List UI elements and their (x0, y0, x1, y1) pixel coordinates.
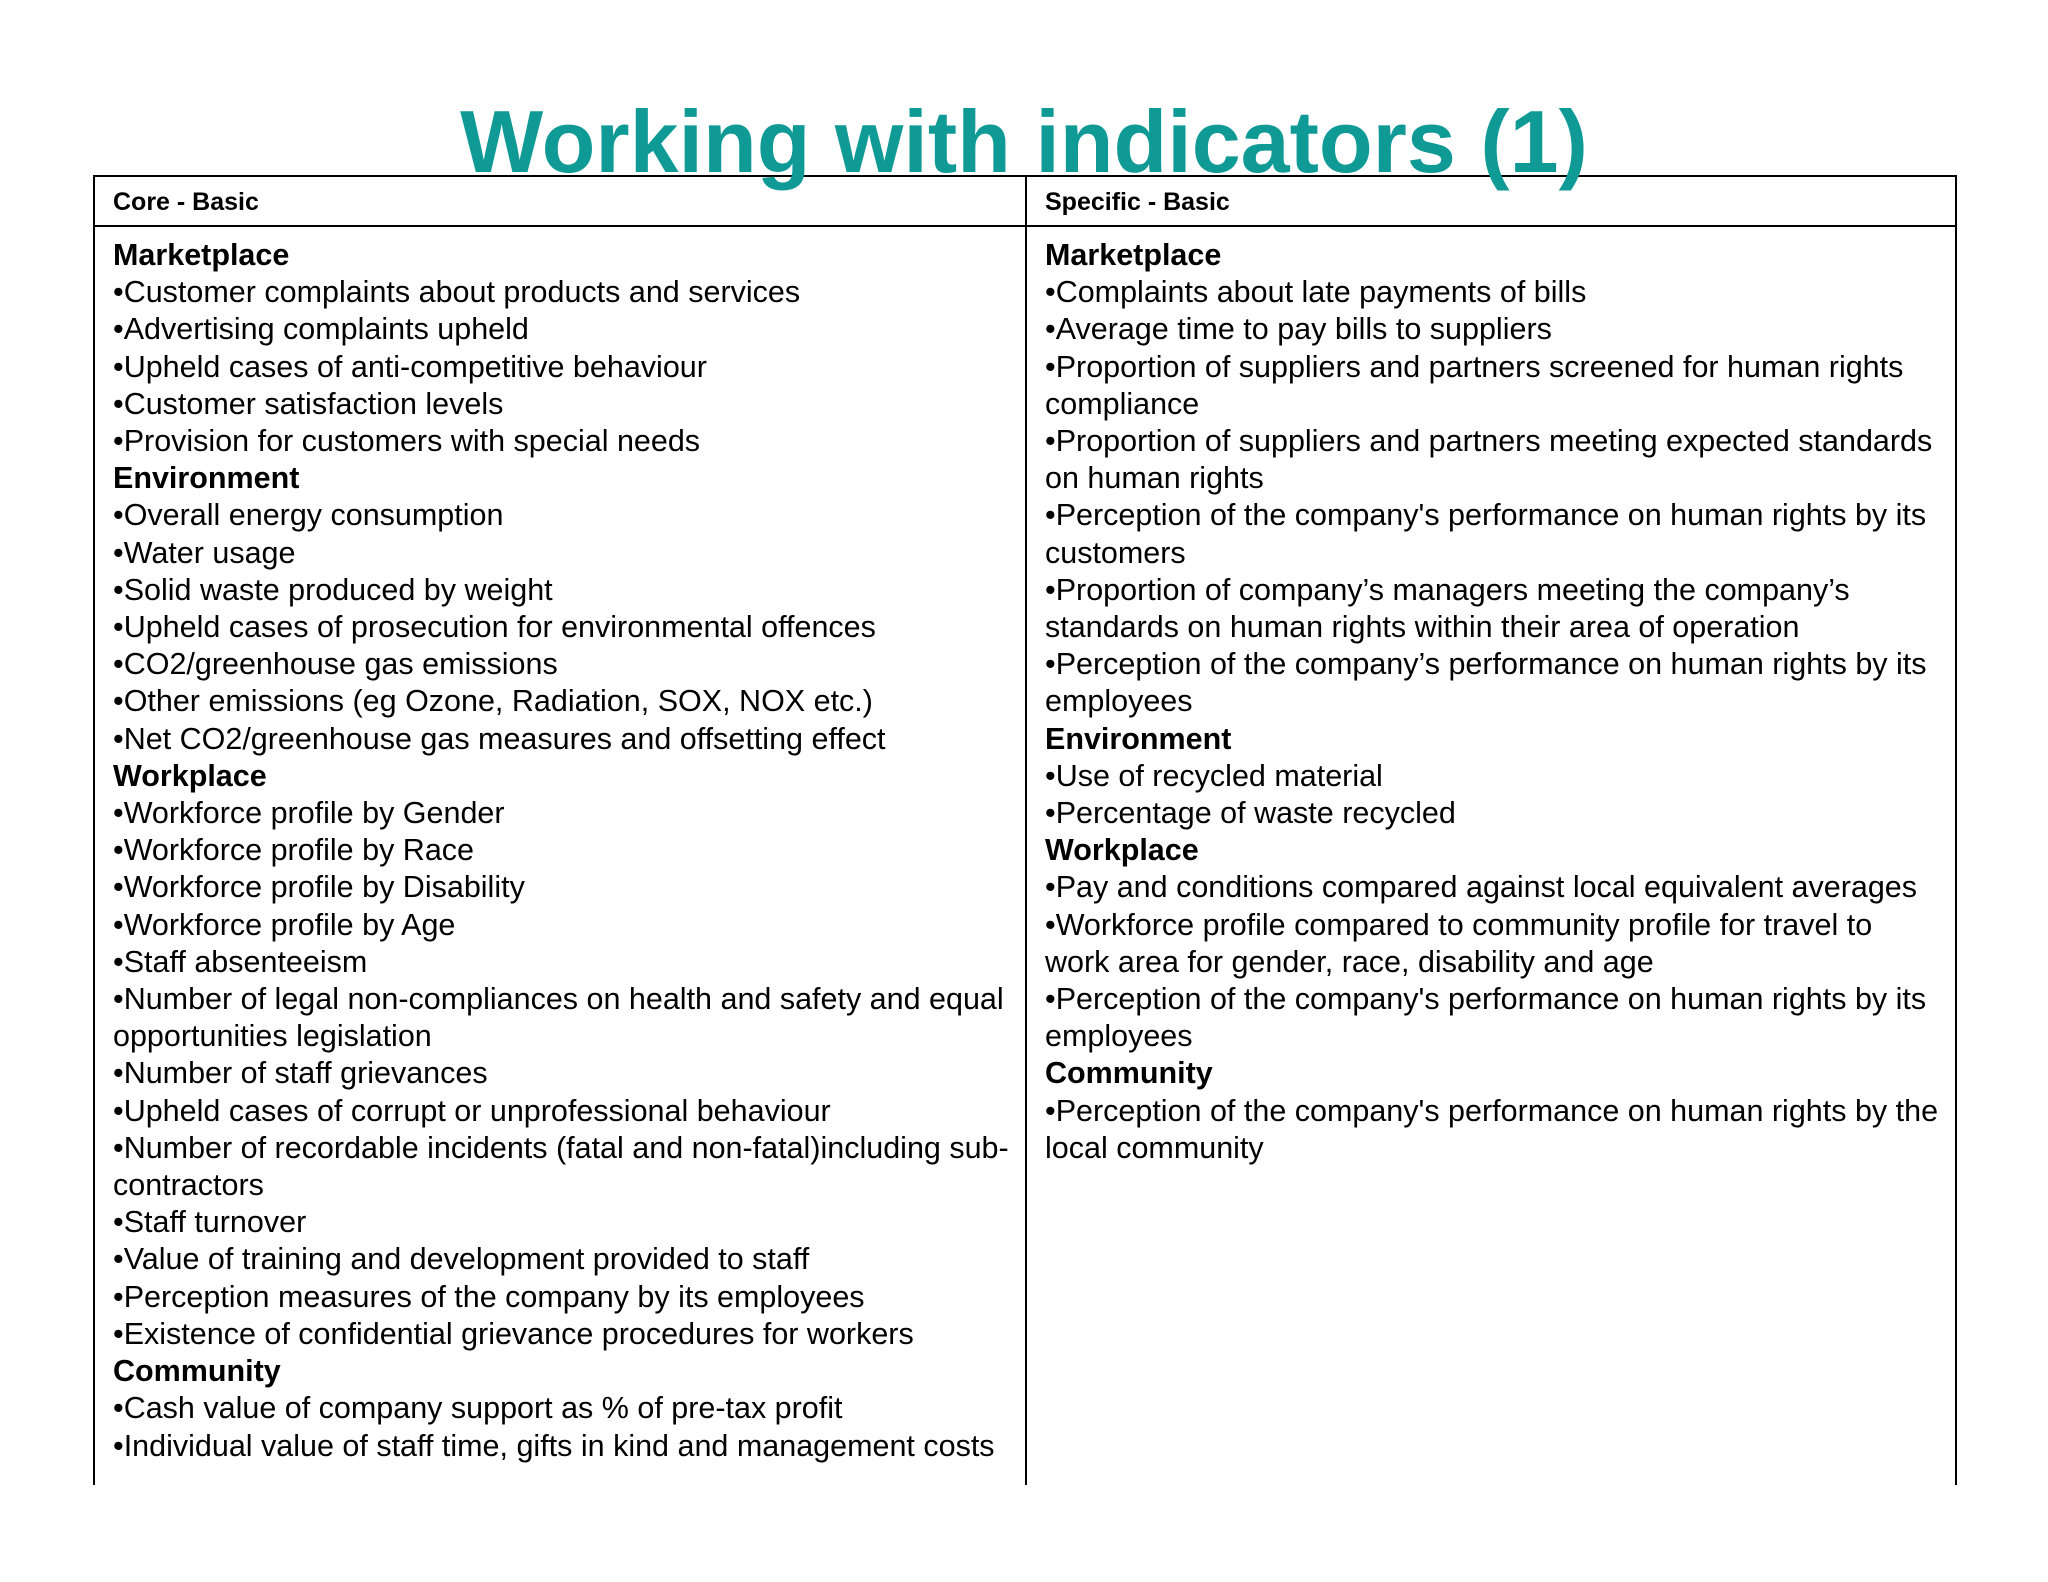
list-item-text: Upheld cases of corrupt or unprofessional behaviour (123, 1093, 831, 1128)
bullet-icon: • (1045, 982, 1056, 1017)
list-item-text: Complaints about late payments of bills (1055, 275, 1587, 310)
list-item (1045, 311, 1945, 348)
bullet-icon: • (1045, 796, 1056, 831)
bullet-icon: • (113, 982, 124, 1017)
section-heading-environment: Environment (1045, 721, 1232, 756)
bullet-icon: • (1045, 498, 1056, 533)
bullet-icon: • (1045, 758, 1056, 793)
indicator-list (1045, 274, 1945, 720)
list-item (113, 1279, 1013, 1316)
bullet-icon: • (113, 684, 124, 719)
column-header-specific-basic: Specific - Basic (1045, 188, 1230, 216)
list-item (113, 944, 1013, 981)
list-item-text: Customer complaints about products and services (123, 275, 801, 310)
list-item (1045, 572, 1945, 646)
list-item (113, 1428, 1013, 1465)
bullet-icon: • (113, 647, 124, 682)
list-item-text: Provision for customers with special needs (123, 424, 701, 459)
indicator-list (113, 1390, 1013, 1464)
bullet-icon: • (1045, 647, 1056, 682)
list-item-text: Perception of the company’s performance on human rights by its employees (1045, 647, 1927, 719)
indicator-list (113, 497, 1013, 757)
list-item-text: Customer satisfaction levels (123, 386, 504, 421)
list-item-text: Proportion of suppliers and partners meeting expected standards on human rights (1045, 424, 1933, 496)
section-heading-community: Community (1045, 1056, 1213, 1091)
list-item-text: Perception of the company's performance on human rights by its employees (1045, 982, 1927, 1054)
bullet-icon: • (113, 1316, 124, 1351)
list-item (113, 1316, 1013, 1353)
list-item (1045, 349, 1945, 423)
section-heading-workplace: Workplace (1045, 833, 1199, 868)
list-item-text: Workforce profile compared to community profile for travel to work area for gender, race, disability and age (1045, 907, 1873, 979)
list-item-text: Use of recycled material (1055, 758, 1383, 793)
list-item (113, 386, 1013, 423)
bullet-icon: • (113, 1242, 124, 1277)
list-item-text: Perception of the company's performance on human rights by the local community (1045, 1093, 1939, 1165)
list-item (113, 497, 1013, 534)
bullet-icon: • (113, 1130, 124, 1165)
list-item (113, 1390, 1013, 1427)
indicators-table (93, 175, 1957, 1485)
core-basic-column (113, 237, 1013, 1485)
list-item-text: Pay and conditions compared against local equivalent averages (1055, 870, 1918, 905)
bullet-icon: • (113, 1205, 124, 1240)
list-item-text: Proportion of suppliers and partners screened for human rights compliance (1045, 349, 1904, 421)
bullet-icon: • (1045, 312, 1056, 347)
list-item (113, 423, 1013, 460)
list-item-text: Advertising complaints upheld (123, 312, 529, 347)
list-item (113, 311, 1013, 348)
list-item (1045, 423, 1945, 497)
column-divider (1025, 177, 1027, 1485)
specific-basic-column (1045, 237, 1945, 1485)
section-heading-community: Community (113, 1354, 281, 1389)
list-item (113, 907, 1013, 944)
bullet-icon: • (1045, 1093, 1056, 1128)
indicator-list (113, 274, 1013, 460)
bullet-icon: • (113, 349, 124, 384)
list-item-text: Overall energy consumption (123, 498, 504, 533)
list-item (1045, 1093, 1945, 1167)
list-item-text: Water usage (123, 535, 296, 570)
list-item-text: Existence of confidential grievance procedures for workers (123, 1316, 914, 1351)
bullet-icon: • (113, 610, 124, 645)
bullet-icon: • (113, 275, 124, 310)
list-item-text: Value of training and development provided to staff (123, 1242, 810, 1277)
list-item (1045, 646, 1945, 720)
list-item (113, 869, 1013, 906)
bullet-icon: • (1045, 275, 1056, 310)
bullet-icon: • (1045, 907, 1056, 942)
bullet-icon: • (113, 1428, 124, 1463)
list-item-text: Staff turnover (123, 1205, 307, 1240)
list-item (1045, 274, 1945, 311)
list-item-text: Cash value of company support as % of pre-tax profit (123, 1391, 843, 1426)
bullet-icon: • (113, 312, 124, 347)
bullet-icon: • (113, 833, 124, 868)
list-item (113, 646, 1013, 683)
list-item-text: Staff absenteeism (123, 944, 368, 979)
bullet-icon: • (113, 535, 124, 570)
list-item (113, 609, 1013, 646)
list-item-text: Perception measures of the company by its employees (123, 1279, 865, 1314)
bullet-icon: • (113, 1279, 124, 1314)
section-heading-environment: Environment (113, 461, 300, 496)
bullet-icon: • (113, 1056, 124, 1091)
list-item-text: Upheld cases of prosecution for environmental offences (123, 610, 876, 645)
list-item (113, 683, 1013, 720)
section-heading-workplace: Workplace (113, 758, 267, 793)
list-item (113, 1093, 1013, 1130)
list-item-text: Proportion of company’s managers meeting the company’s standards on human rights within their area of operation (1045, 572, 1850, 645)
bullet-icon: • (113, 572, 124, 607)
list-item-text: Other emissions (eg Ozone, Radiation, SOX, NOX etc.) (123, 684, 873, 719)
list-item-text: Number of staff grievances (123, 1056, 488, 1091)
list-item (1045, 981, 1945, 1055)
list-item-text: Workforce profile by Disability (123, 870, 525, 905)
bullet-icon: • (113, 796, 124, 831)
list-item (1045, 907, 1945, 981)
bullet-icon: • (113, 386, 124, 421)
list-item-text: Workforce profile by Race (123, 833, 475, 868)
list-item (113, 535, 1013, 572)
list-item-text: Individual value of staff time, gifts in kind and management costs (123, 1428, 995, 1463)
list-item-text: Net CO2/greenhouse gas measures and offsetting effect (123, 721, 886, 756)
bullet-icon: • (1045, 572, 1056, 607)
list-item-text: Number of recordable incidents (fatal and non-fatal)including sub-contractors (113, 1130, 1009, 1203)
list-item (113, 1241, 1013, 1278)
bullet-icon: • (1045, 424, 1056, 459)
list-item-text: Perception of the company's performance on human rights by its customers (1045, 498, 1927, 570)
list-item (113, 349, 1013, 386)
list-item-text: Average time to pay bills to suppliers (1055, 312, 1552, 347)
list-item (1045, 795, 1945, 832)
bullet-icon: • (113, 424, 124, 459)
indicator-list (1045, 758, 1945, 832)
list-item (113, 1204, 1013, 1241)
slide-title: Working with indicators (1) (460, 92, 1588, 191)
list-item (113, 721, 1013, 758)
bullet-icon: • (113, 721, 124, 756)
column-header-core-basic: Core - Basic (113, 188, 259, 216)
list-item-text: Solid waste produced by weight (123, 572, 553, 607)
list-item-text: Number of legal non-compliances on health and safety and equal opportunities legislation (113, 982, 1004, 1054)
list-item-text: CO2/greenhouse gas emissions (123, 647, 558, 682)
list-item (1045, 497, 1945, 571)
bullet-icon: • (113, 498, 124, 533)
bullet-icon: • (113, 1093, 124, 1128)
list-item (113, 1055, 1013, 1092)
bullet-icon: • (113, 907, 124, 942)
list-item (113, 1130, 1013, 1204)
list-item (113, 274, 1013, 311)
indicator-list (113, 795, 1013, 1353)
list-item (113, 832, 1013, 869)
bullet-icon: • (113, 944, 124, 979)
list-item-text: Workforce profile by Gender (123, 796, 505, 831)
indicator-list (1045, 869, 1945, 1055)
indicator-list (1045, 1093, 1945, 1167)
list-item (113, 795, 1013, 832)
list-item-text: Workforce profile by Age (123, 907, 456, 942)
list-item (1045, 758, 1945, 795)
list-item-text: Percentage of waste recycled (1055, 796, 1456, 831)
bullet-icon: • (113, 870, 124, 905)
bullet-icon: • (1045, 870, 1056, 905)
section-heading-marketplace: Marketplace (1045, 238, 1222, 272)
list-item-text: Upheld cases of anti-competitive behaviour (123, 349, 707, 384)
list-item (113, 572, 1013, 609)
list-item (1045, 869, 1945, 906)
section-heading-marketplace: Marketplace (113, 238, 290, 272)
list-item (113, 981, 1013, 1055)
bullet-icon: • (1045, 349, 1056, 384)
bullet-icon: • (113, 1391, 124, 1426)
